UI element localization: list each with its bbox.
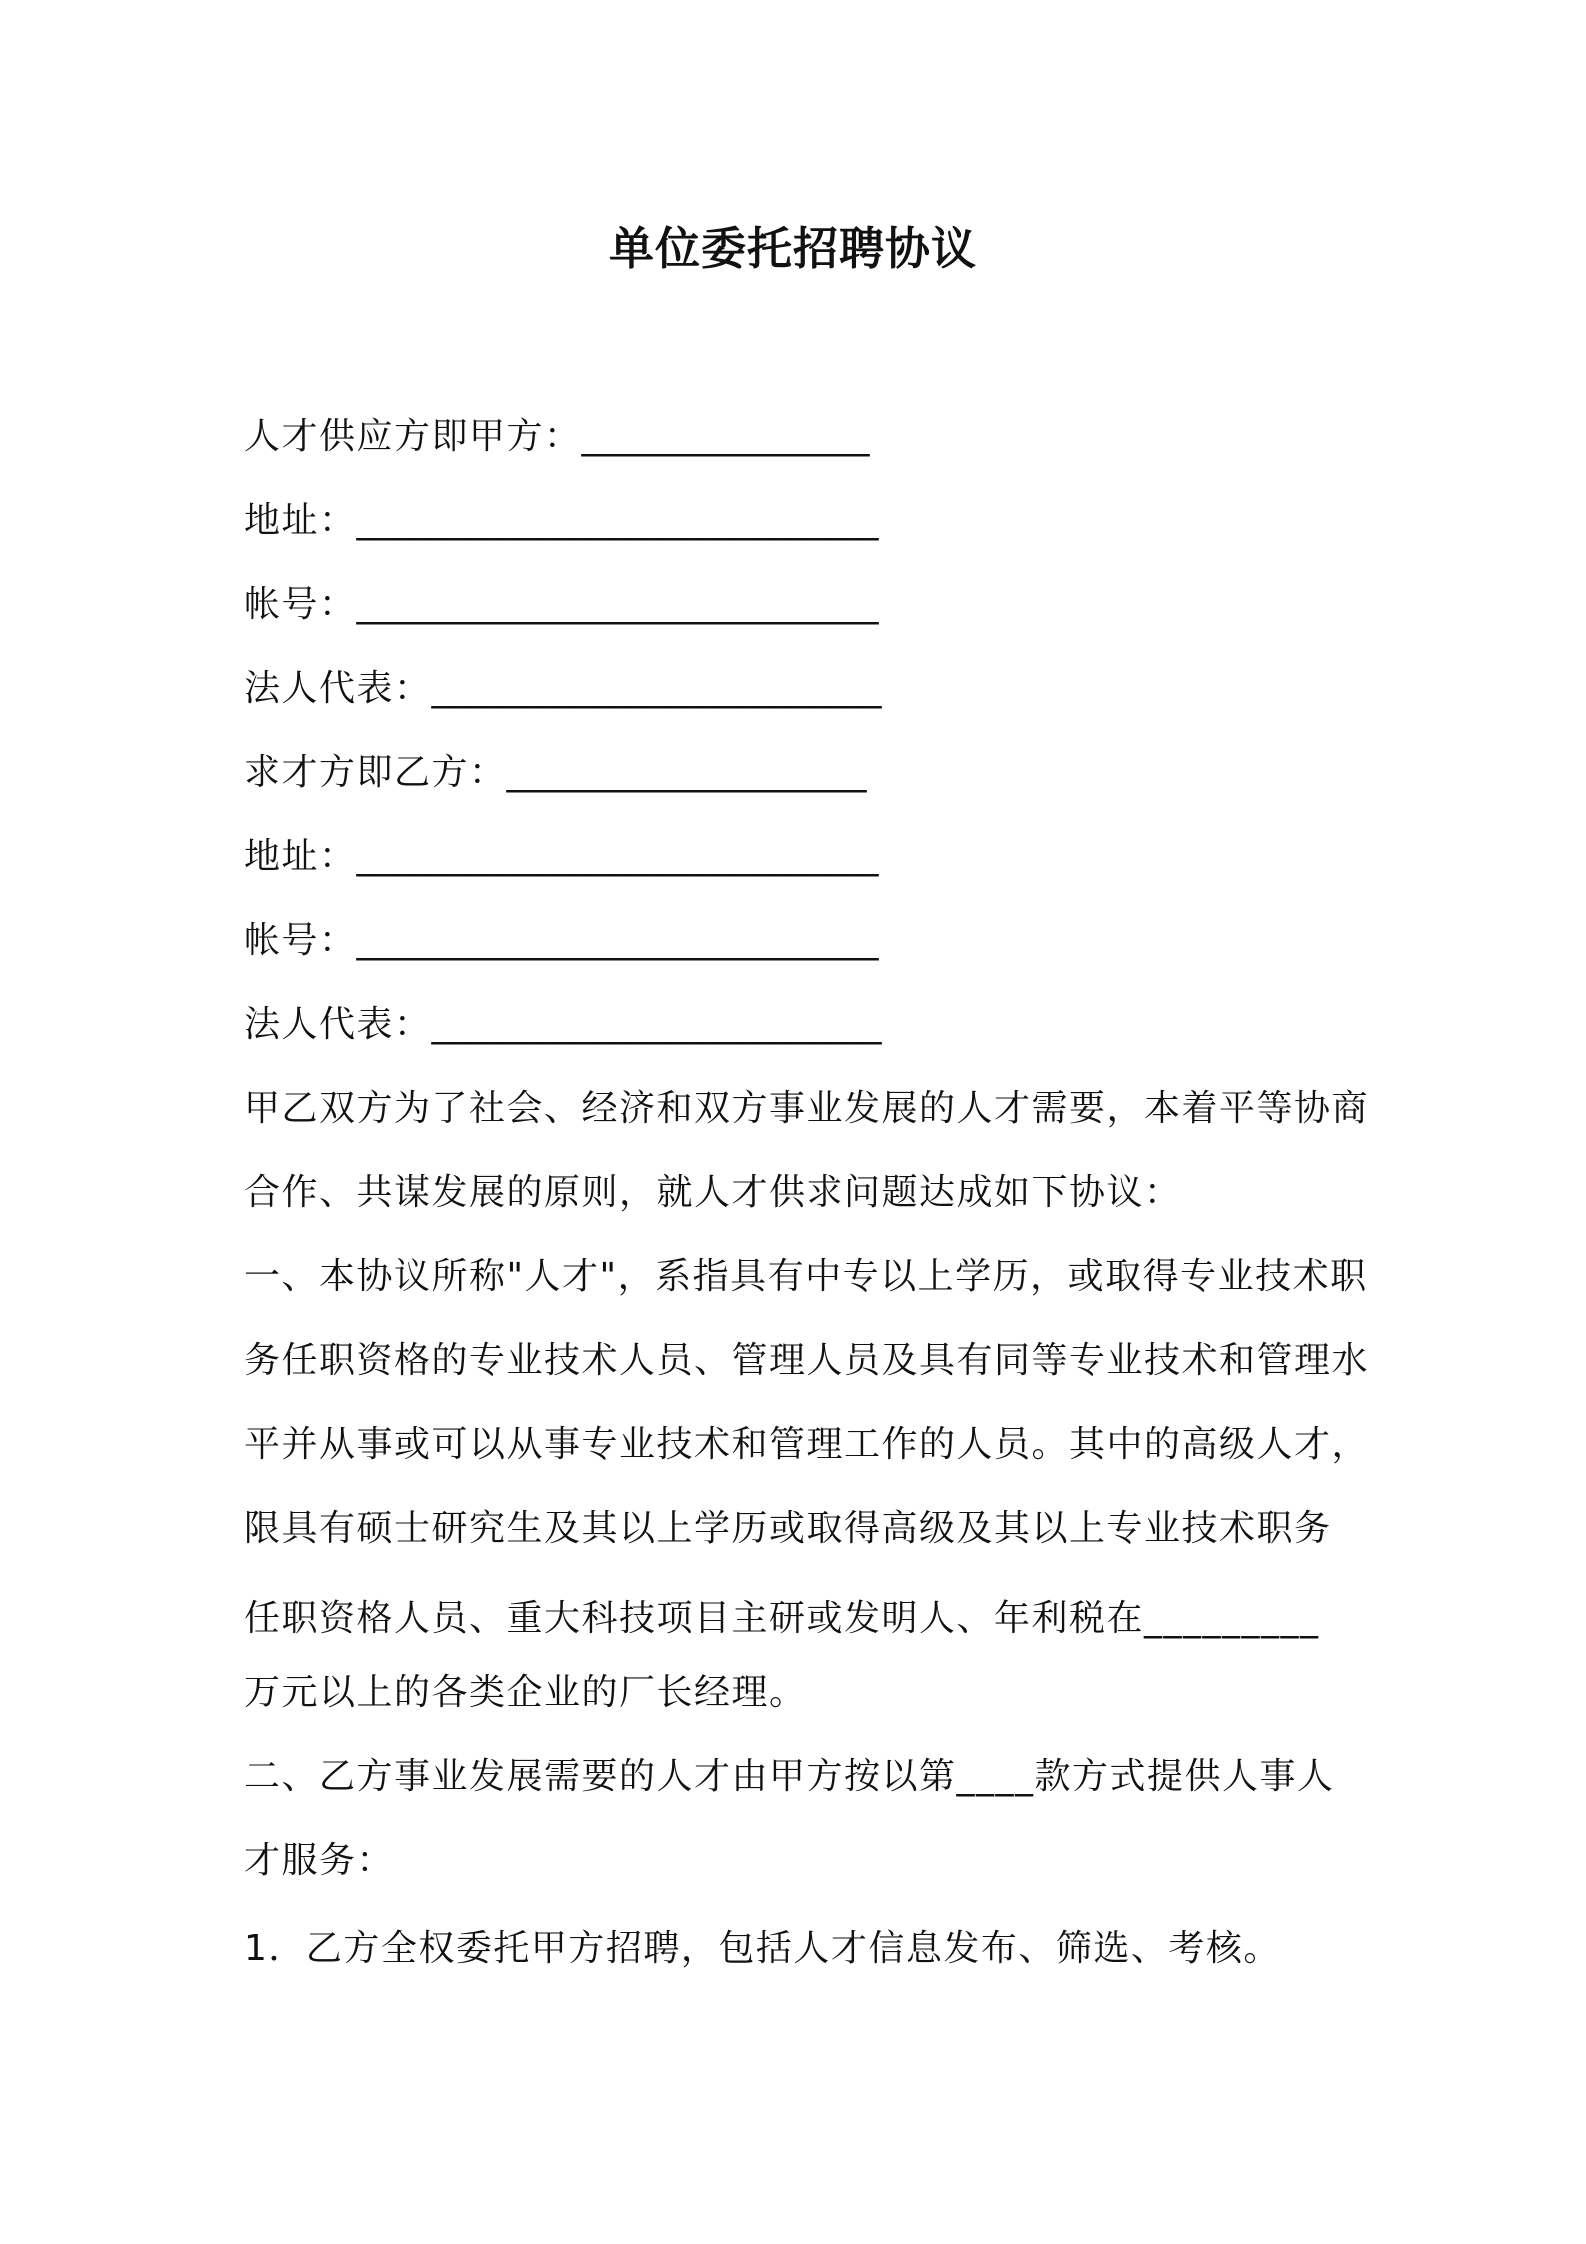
party-b-address-blank: _____________________________ [356,836,879,877]
party-a-address-blank: _____________________________ [356,500,879,541]
intro-line-2: 合作、共谋发展的原则，就人才供求问题达成如下协议： [244,1172,1182,1213]
document-title: 单位委托招聘协议 [608,222,977,275]
party-a-address-line [244,496,879,546]
clause2-line-1: 二、乙方事业发展需要的人才由甲方按以第____款方式提供人事人 [244,1756,1335,1797]
party-a-legal-rep-label: 法人代表： [244,668,432,709]
party-a-legal-rep-line [244,664,882,714]
clause2-item-1: 1．乙方全权委托甲方招聘，包括人才信息发布、筛选、考核。 [244,1928,1281,1969]
party-b-legal-rep-line [244,1000,882,1050]
party-a-account-line [244,580,879,630]
party-b-name-line [244,748,867,798]
clause1-line-5: 任职资格人员、重大科技项目主研或发明人、年利税在_________ [244,1598,1320,1639]
clause1-line-1: 一、本协议所称"人才"，系指具有中专以上学历，或取得专业技术职 [244,1256,1368,1297]
party-b-account-line [244,916,879,966]
clause1-line-6: 万元以上的各类企业的厂长经理。 [244,1672,807,1713]
party-a-address-label: 地址： [244,500,357,541]
party-b-account-blank: _____________________________ [356,920,879,961]
party-b-legal-rep-blank: _________________________ [431,1004,882,1045]
party-a-name-line [244,412,870,462]
party-a-name-label: 人才供应方即甲方： [244,416,582,457]
clause1-line-2: 务任职资格的专业技术人员、管理人员及具有同等专业技术和管理水 [244,1340,1370,1381]
party-b-address-label: 地址： [244,836,357,877]
party-a-account-label: 帐号： [244,584,357,625]
clause1-line-3: 平并从事或可以从事专业技术和管理工作的人员。其中的高级人才， [244,1424,1370,1465]
party-b-address-line [244,832,879,882]
party-b-name-label: 求才方即乙方： [244,752,507,793]
intro-line-1: 甲乙双方为了社会、经济和双方事业发展的人才需要，本着平等协商 [244,1088,1370,1129]
party-b-name-blank: ____________________ [506,752,867,793]
clause2-line-2: 才服务： [244,1840,395,1881]
party-a-name-blank: ________________ [581,416,870,457]
clause1-line-4: 限具有硕士研究生及其以上学历或取得高级及其以上专业技术职务 [244,1508,1332,1549]
party-a-account-blank: _____________________________ [356,584,879,625]
party-a-legal-rep-blank: _________________________ [431,668,882,709]
party-b-account-label: 帐号： [244,920,357,961]
party-b-legal-rep-label: 法人代表： [244,1004,432,1045]
